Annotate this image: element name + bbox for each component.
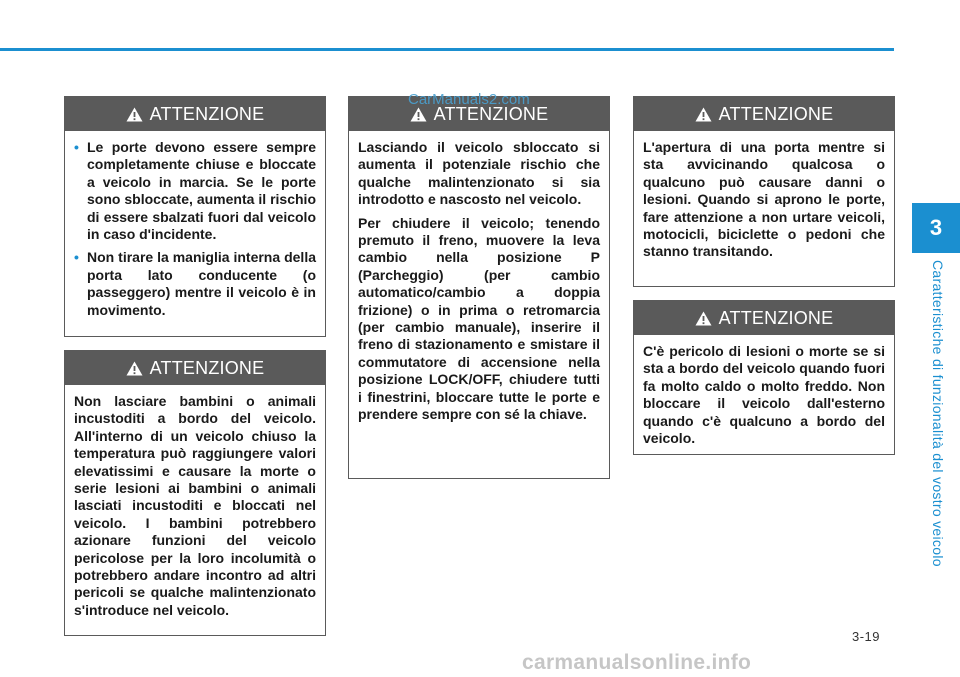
warning-triangle-icon [126,361,143,376]
chapter-title: Caratteristiche di funzionalità del vostro veicolo [930,260,946,567]
warning-box-unlocked-vehicle [348,96,610,479]
warning-paragraph: C'è pericolo di lesioni o morte se si sta a bordo del veicolo quando fuori fa molto caldo o molto freddo. Non bloccare il veicolo dall'esterno quando c'è qualcuno a bordo del veicolo. [643,343,885,447]
warning-bullet: • Non tirare la maniglia interna della porta lato conducente (o passeggero) mentre il veicolo è in movimento. [74,249,316,319]
warning-box-door-opening [633,96,895,287]
page-number: 3-19 [852,629,881,644]
warning-bullet: • Le porte devono essere sempre completamente chiuse e bloccate a veicolo in marcia. Se le porte sono sbloccate, aumenta il rischio di essere sbalzati fuori dal veicolo in caso d'incidente. [74,139,316,243]
warning-paragraph: Per chiudere il veicolo; tenendo premuto il freno, muovere la leva cambio nella posizione P (Parcheggio) (per cambio automatico/cambio a doppia frizione) o in prima o retromarcia (per cambio manuale), inserire il freno di stazionamento e smistare il commutatore di accensione nella posizione LOCK/OFF, chiudere tutti i finestrini, bloccare tutte le porte e prendere sempre con sé la chiave. [358,214,600,423]
warning-title: ATTENZIONE [149,357,265,378]
chapter-number: 3 [929,215,943,240]
warning-body [634,335,894,461]
warning-title: ATTENZIONE [433,103,549,124]
warning-paragraph: Lasciando il veicolo sbloccato si aumenta il potenziale rischio che qualche malintenzionato si sia introdotto e nascosto nel veicolo. [358,139,600,208]
warning-triangle-icon [126,107,143,122]
warning-body [65,131,325,333]
warning-box-children-animals [64,350,326,636]
warning-paragraph: L'apertura di una porta mentre si sta avvicinando qualcosa o qualcuno può causare danni o lesioni. Quando si aprono le porte, fare attenzione a non urtare veicoli, motocicli, biciclette o pedoni che stanno transitando. [643,139,885,260]
warning-header [634,97,894,131]
warning-header [65,97,325,131]
warning-body [634,131,894,275]
warning-body [65,385,325,633]
watermark-top: CarManuals2.com [408,91,530,108]
warning-title: ATTENZIONE [149,103,265,124]
warning-box-door-closure [64,96,326,337]
warning-triangle-icon [695,107,712,122]
warning-triangle-icon [410,107,427,122]
watermark-bottom: carmanualsonline.info [522,651,752,674]
warning-triangle-icon [695,311,712,326]
warning-body [349,131,609,438]
warning-title: ATTENZIONE [718,103,834,124]
warning-header [634,301,894,335]
header-rule [0,48,894,51]
chapter-tab [912,203,960,253]
warning-title: ATTENZIONE [718,307,834,328]
warning-box-temperature [633,300,895,455]
warning-paragraph: Non lasciare bambini o animali incustoditi a bordo del veicolo. All'interno di un veicolo chiuso la temperatura può raggiungere valori elevatissimi e causare la morte o serie lesioni ai bambini o animali lasciati incustoditi e bloccati nel veicolo. I bambini potrebbero azionare funzioni del veicolo pericolose per la loro incolumità o potrebbero andare incontro ad altri pericoli se qualche malintenzionato s'introduce nel veicolo. [74,393,316,618]
warning-header [65,351,325,385]
